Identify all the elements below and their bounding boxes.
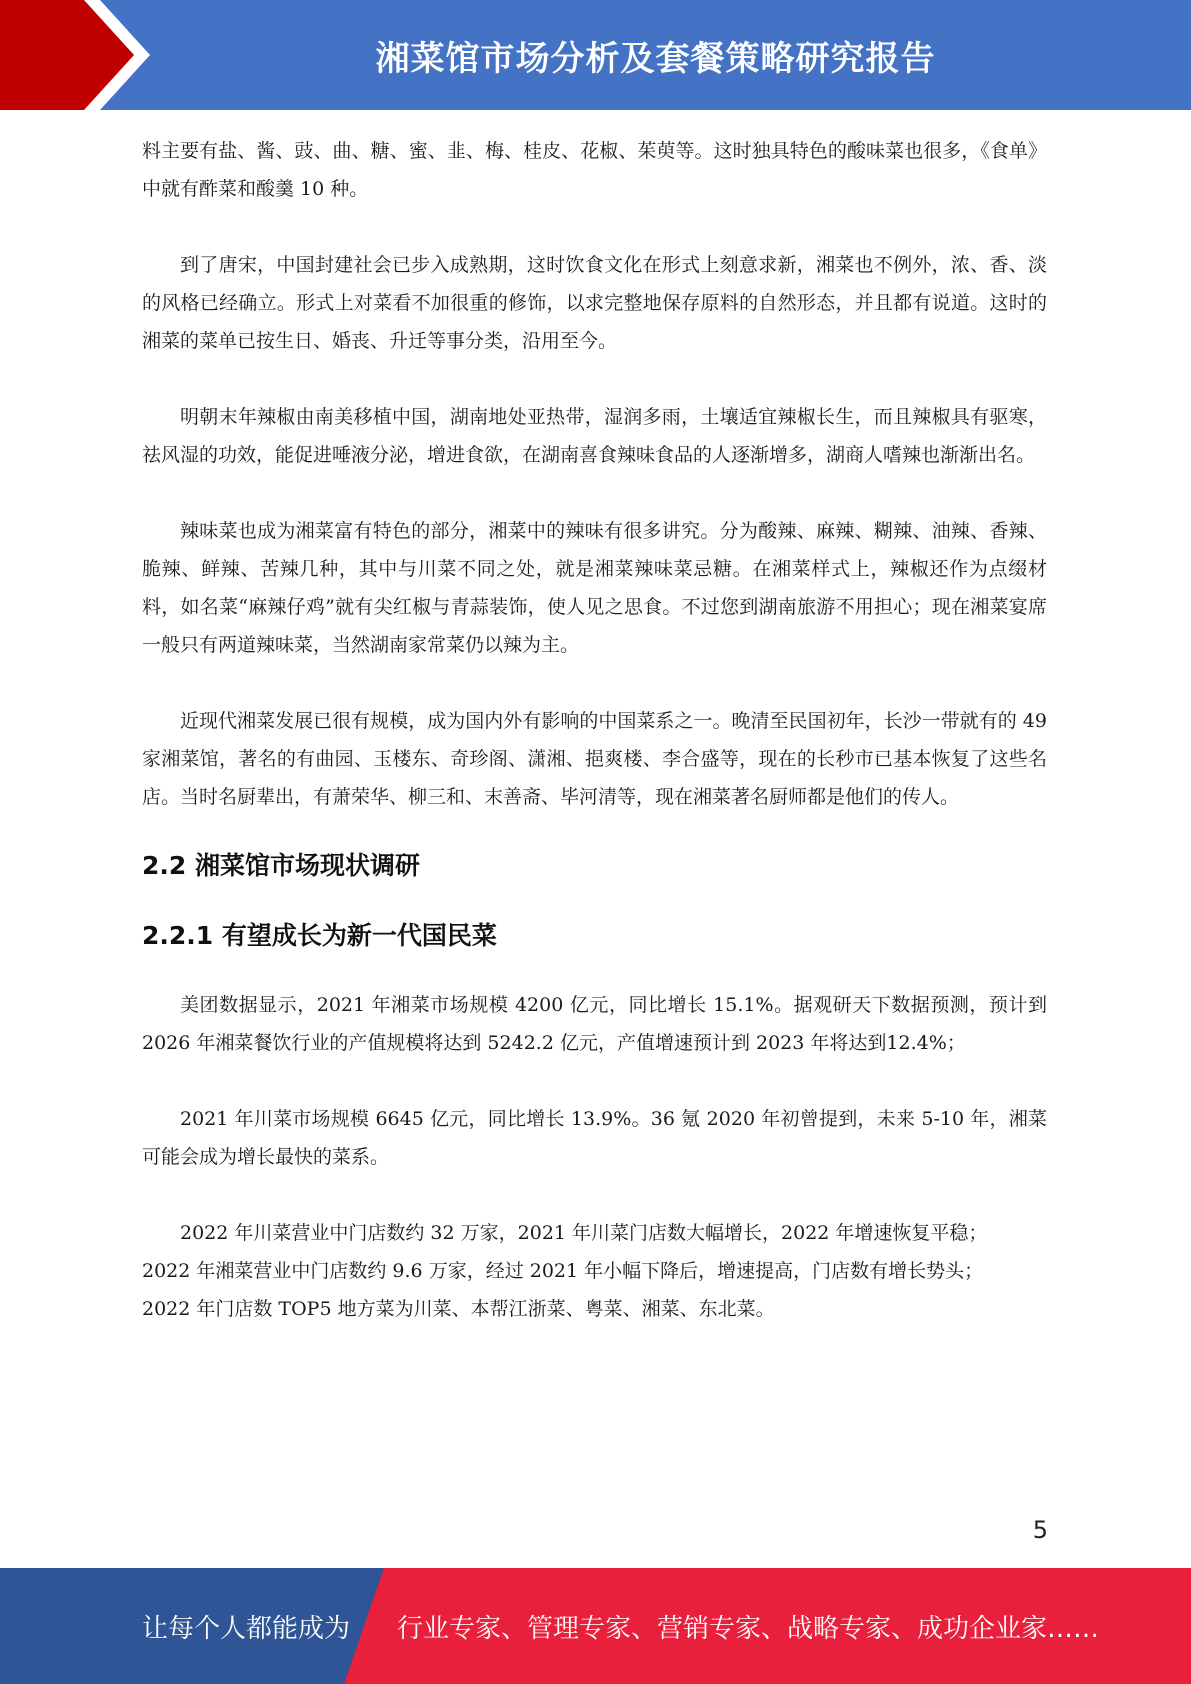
footer-slogan-right: 行业专家、管理专家、营销专家、战略专家、成功企业家…… — [397, 1613, 1100, 1644]
header-arrow-icon — [0, 0, 160, 110]
paragraph-line: 2022 年川菜营业中门店数约 32 万家，2021 年川菜门店数大幅增长，2022 年增速恢复平稳； — [180, 1222, 988, 1244]
report-title: 湘菜馆市场分析及套餐策略研究报告 — [375, 38, 936, 79]
paragraph: 近现代湘菜发展已很有规模，成为国内外有影响的中国菜系之一。晚清至民国初年，长沙一带就有的 49 家湘菜馆，著名的有曲园、玉楼东、奇珍阁、潇湘、挹爽楼、李合盛等，现在的长秒市已基本恢复了这些名店。当时名厨辈出，有萧荣华、柳三和、末善斋、毕河清等，现在湘菜著名厨师都是他们的传人。 — [142, 710, 1047, 808]
paragraph: 辣味菜也成为湘菜富有特色的部分，湘菜中的辣味有很多讲究。分为酸辣、麻辣、糊辣、油辣、香辣、脆辣、鲜辣、苦辣几种，其中与川菜不同之处，就是湘菜辣味菜忌糖。在湘菜样式上，辣椒还作为点缀材料，如名菜“麻辣仔鸡”就有尖红椒与青蒜装饰，使人见之思食。不过您到湖南旅游不用担心；现在湘菜宴席一般只有两道辣味菜，当然湖南家常菜仍以辣为主。 — [142, 520, 1047, 656]
footer-slogan-left: 让每个人都能成为 — [142, 1613, 351, 1644]
paragraph: 明朝末年辣椒由南美移植中国，湖南地处亚热带，湿润多雨，土壤适宜辣椒长生，而且辣椒具有驱寒，祛风湿的功效，能促进唾液分泌，增进食欲，在湖南喜食辣味食品的人逐渐增多，湖商人嗜辣也渐渐出名。 — [142, 406, 1047, 466]
paragraph: 2021 年川菜市场规模 6645 亿元，同比增长 13.9%。36 氪 2020 年初曾提到，未来 5-10 年，湘菜可能会成为增长最快的菜系。 — [142, 1108, 1047, 1168]
paragraph-line: 2022 年湘菜营业中门店数约 9.6 万家，经过 2021 年小幅下降后，增速提高，门店数有增长势头； — [142, 1260, 984, 1282]
section-heading: 2.2 湘菜馆市场现状调研 — [142, 851, 420, 880]
subsection-heading: 2.2.1 有望成长为新一代国民菜 — [142, 921, 497, 950]
page-number: 5 — [1032, 1516, 1048, 1544]
page-footer — [0, 1568, 1191, 1684]
paragraph: 美团数据显示，2021 年湘菜市场规模 4200 亿元，同比增长 15.1%。据观研天下数据预测，预计到 2026 年湘菜餐饮行业的产值规模将达到 5242.2 亿元，产值增速预计到 2023 年将达到12.4%； — [142, 994, 1047, 1054]
document-body — [142, 132, 1047, 1328]
paragraph-line: 2022 年门店数 TOP5 地方菜为川菜、本帮江浙菜、粤菜、湘菜、东北菜。 — [142, 1298, 775, 1320]
paragraph: 料主要有盐、酱、豉、曲、糖、蜜、韭、梅、桂皮、花椒、茱萸等。这时独具特色的酸味菜也很多，《食单》中就有酢菜和酸羹 10 种。 — [142, 140, 1047, 200]
paragraph: 到了唐宋，中国封建社会已步入成熟期，这时饮食文化在形式上刻意求新，湘菜也不例外，浓、香、淡的风格已经确立。形式上对菜看不加很重的修饰，以求完整地保存原料的自然形态，并且都有说道。这时的湘菜的菜单已按生日、婚丧、升迁等事分类，沿用至今。 — [142, 254, 1047, 352]
page-header — [0, 0, 1191, 110]
